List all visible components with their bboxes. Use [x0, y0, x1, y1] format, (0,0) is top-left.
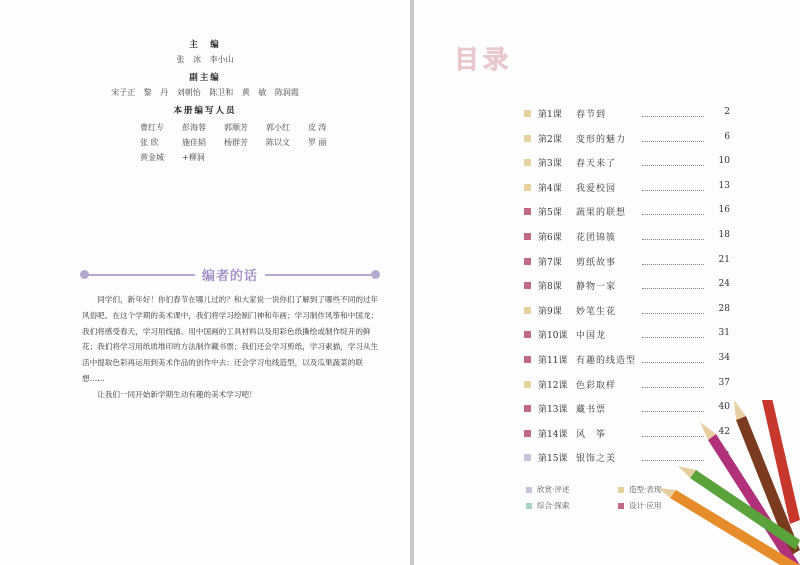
category-swatch: [524, 405, 531, 412]
lesson-title: 变形的魅力: [576, 134, 627, 145]
category-swatch: [524, 356, 531, 363]
category-swatch: [524, 307, 531, 314]
leader-dots: [642, 165, 704, 166]
category-swatch: [524, 184, 531, 191]
lesson-number: 第12课: [538, 380, 568, 391]
lesson-title: 我爱校园: [576, 183, 617, 194]
page-number: 13: [718, 180, 730, 191]
name: 黎 丹: [143, 88, 169, 97]
legend-item: [526, 484, 569, 495]
name: 张 冰: [176, 55, 201, 64]
category-swatch: [524, 454, 531, 461]
page-number: 10: [718, 156, 730, 167]
name: 施佳韬: [182, 138, 206, 147]
toc-entry[interactable]: [524, 155, 730, 180]
name: 郭小红: [266, 123, 290, 132]
lesson-number: 第10课: [538, 331, 568, 342]
toc-entry[interactable]: [524, 278, 730, 303]
lesson-number: 第6课: [538, 232, 562, 243]
page-number: 28: [718, 303, 730, 314]
name: 黄金城: [140, 153, 164, 162]
lesson-number: 第2课: [538, 134, 562, 145]
name: 皮 涛: [308, 123, 327, 132]
page-number: 6: [724, 131, 730, 142]
lesson-number: 第15课: [538, 454, 568, 465]
leader-dots: [642, 313, 704, 314]
name: 杨群芳: [224, 138, 248, 147]
category-swatch: [524, 331, 531, 338]
name: 宋子正: [111, 88, 136, 97]
preface-text: [82, 292, 382, 403]
category-swatch: [524, 258, 531, 265]
leader-dots: [642, 239, 704, 240]
name: 张 欣: [140, 138, 159, 147]
lesson-number: 第5课: [538, 208, 562, 219]
staff-names: [140, 120, 410, 165]
legend-label: 综合·探索: [537, 501, 570, 510]
toc-entry[interactable]: [524, 106, 730, 131]
legend-label: 欣赏·评述: [537, 485, 570, 494]
lesson-title: 风 筝: [576, 429, 607, 440]
toc-entry[interactable]: [524, 327, 730, 352]
legend-item: [526, 500, 569, 511]
leader-dots: [642, 362, 704, 363]
category-swatch: [524, 135, 531, 142]
preface-paragraph: 让我们一同开始新学期生动有趣的美术学习吧！: [97, 389, 257, 399]
name: 黄 敏: [241, 88, 267, 97]
lesson-title: 中国龙: [576, 331, 607, 342]
lesson-title: 有趣的线造型: [576, 355, 637, 366]
name: 曹红专: [140, 123, 164, 132]
deputy-editor-label: 副主编: [189, 73, 221, 83]
lesson-title: 妙笔生花: [576, 306, 617, 317]
lesson-number: 第8课: [538, 282, 562, 293]
toc-entry[interactable]: [524, 352, 730, 377]
lesson-number: 第7课: [538, 257, 562, 268]
lesson-title: 剪纸故事: [576, 257, 617, 268]
page-number: 31: [718, 328, 730, 339]
name: 李小山: [209, 55, 234, 64]
lesson-title: 色彩取样: [576, 380, 617, 391]
toc-entry[interactable]: [524, 204, 730, 229]
page-number: 18: [718, 229, 730, 240]
lesson-title: 春天来了: [576, 159, 617, 170]
leader-dots: [642, 387, 704, 388]
preface-paragraph: 同学们，新年好！你们春节在哪儿过的？和大家说一说你们了解到了哪些不同的过年风俗吧。在这个学期的美术课中，我们将学习绘制门神和年画；学习制作风筝和中国龙；我们将感受春天，学习用线描、用中国画的工具材料以及用彩色纸撕绘或制作绽开的鲜花；我们将学习用纸质堆印的方法制作藏书票；我们还会学习剪纸，学习素描，学习从生活中提取色彩再运用到美术作品的创作中去；还会学习电线造型，以及瓜果蔬菜的联想……: [82, 295, 379, 383]
name: 陈润霞: [274, 88, 299, 97]
lesson-number: 第13课: [538, 405, 568, 416]
page-number: 34: [718, 352, 730, 363]
preface-title: 编者的话: [201, 269, 258, 284]
toc-entry[interactable]: [524, 229, 730, 254]
lesson-title: 蔬果的联想: [576, 208, 627, 219]
category-swatch: [524, 430, 531, 437]
category-swatch: [524, 282, 531, 289]
editorial-credits: [0, 38, 410, 165]
lesson-title: 藏书票: [576, 405, 607, 416]
name: 陈卫和: [209, 88, 234, 97]
name: 郭顺芳: [224, 123, 248, 132]
legend-label: 设计·应用: [629, 501, 662, 510]
page-number: 24: [718, 279, 730, 290]
lesson-number: 第3课: [538, 159, 562, 170]
leader-dots: [642, 214, 704, 215]
lesson-number: 第14课: [538, 429, 568, 440]
leader-dots: [642, 264, 704, 265]
page-number: 2: [724, 107, 730, 117]
lesson-number: 第4课: [538, 183, 562, 194]
legend-swatch: [526, 487, 532, 493]
legend-swatch: [618, 503, 624, 509]
page-number: 42: [718, 426, 730, 437]
category-swatch: [524, 208, 531, 215]
leader-dots: [642, 288, 704, 289]
legend-label: 造型·表现: [629, 485, 662, 494]
name: 陈以文: [266, 138, 290, 147]
right-page: [414, 0, 800, 565]
toc-entry[interactable]: [524, 254, 730, 279]
leader-dots: [642, 141, 704, 142]
lesson-title: 春节到: [576, 110, 607, 120]
lesson-title: 花团锦簇: [576, 232, 617, 243]
category-swatch: [524, 381, 531, 388]
chief-editor-names: [0, 54, 410, 65]
toc-entry[interactable]: [524, 131, 730, 156]
category-swatch: [524, 159, 531, 166]
legend-swatch: [618, 487, 624, 493]
page-number: 40: [718, 402, 730, 413]
leader-dots: [642, 116, 704, 117]
toc-entry[interactable]: [524, 377, 730, 402]
name: 罗 丽: [308, 138, 327, 147]
page-number: 37: [718, 377, 730, 388]
lesson-title: 静物一家: [576, 282, 617, 293]
name: 刘朝怡: [176, 88, 201, 97]
lesson-number: 第1课: [538, 110, 562, 120]
toc-heading: 目录: [454, 45, 513, 74]
lesson-number: 第9课: [538, 306, 562, 317]
colored-pencils-illustration: [650, 400, 800, 565]
category-swatch: [524, 233, 531, 240]
name: +柳洞: [182, 153, 205, 162]
leader-dots: [642, 337, 704, 338]
staff-label: 本册编写人员: [173, 106, 237, 116]
preface-divider: [80, 268, 380, 282]
legend-swatch: [526, 503, 532, 509]
page-number: 16: [718, 205, 730, 216]
toc-entry[interactable]: [524, 180, 730, 205]
name: 彭海蓉: [182, 123, 206, 132]
toc-entry[interactable]: [524, 303, 730, 328]
deputy-editor-names: [0, 87, 410, 98]
lesson-number: 第11课: [538, 355, 568, 366]
lesson-title: 银饰之美: [576, 454, 617, 465]
page-number: 21: [718, 254, 730, 265]
category-swatch: [524, 110, 531, 117]
chief-editor-label: 主 编: [189, 40, 221, 50]
leader-dots: [642, 190, 704, 191]
